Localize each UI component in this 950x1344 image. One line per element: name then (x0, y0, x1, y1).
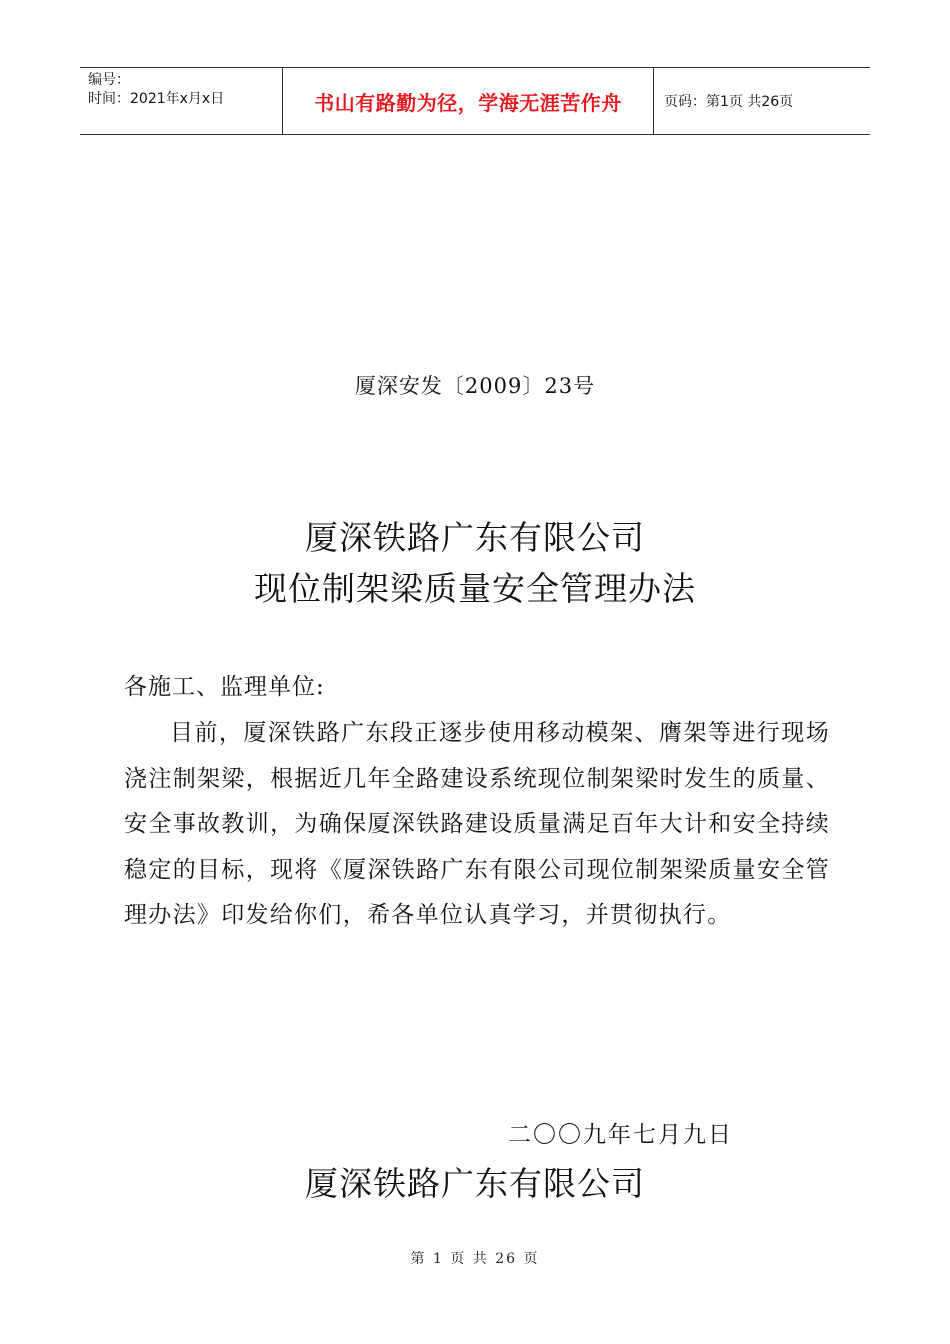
header-meta-cell (80, 68, 282, 134)
document-title-line-1: 厦深铁路广东有限公司 (305, 518, 645, 557)
header-motto: 书山有路勤为径，学海无涯苦作舟 (282, 68, 654, 134)
issue-date: 二〇〇九年七月九日 (508, 1122, 733, 1148)
document-title-line-2: 现位制架梁质量安全管理办法 (254, 569, 696, 608)
header-time-label: 时间：2021年x月x日 (88, 91, 225, 107)
header-page-info: 页码：第1页 共26页 (664, 94, 794, 110)
issuer-signature: 厦深铁路广东有限公司 (305, 1164, 645, 1203)
body-paragraph: 目前，厦深铁路广东段正逐步使用移动模架、膺架等进行现场浇注制架梁，根据近几年全路建设系统现位制架梁时发生的质量、安全事故教训，为确保厦深铁路建设质量满足百年大计和安全持续稳定的目标，现将《厦深铁路广东有限公司现位制架梁质量安全管理办法》印发给你们，希各单位认真学习，并贯彻执行。 (124, 720, 830, 928)
header-number-label: 编号： (88, 72, 130, 88)
salutation: 各施工、监理单位: (124, 674, 325, 700)
document-number: 厦深安发〔2009〕23号 (354, 374, 596, 398)
document-header (80, 67, 870, 135)
page-footer: 第 1 页 共 26 页 (410, 1251, 540, 1267)
